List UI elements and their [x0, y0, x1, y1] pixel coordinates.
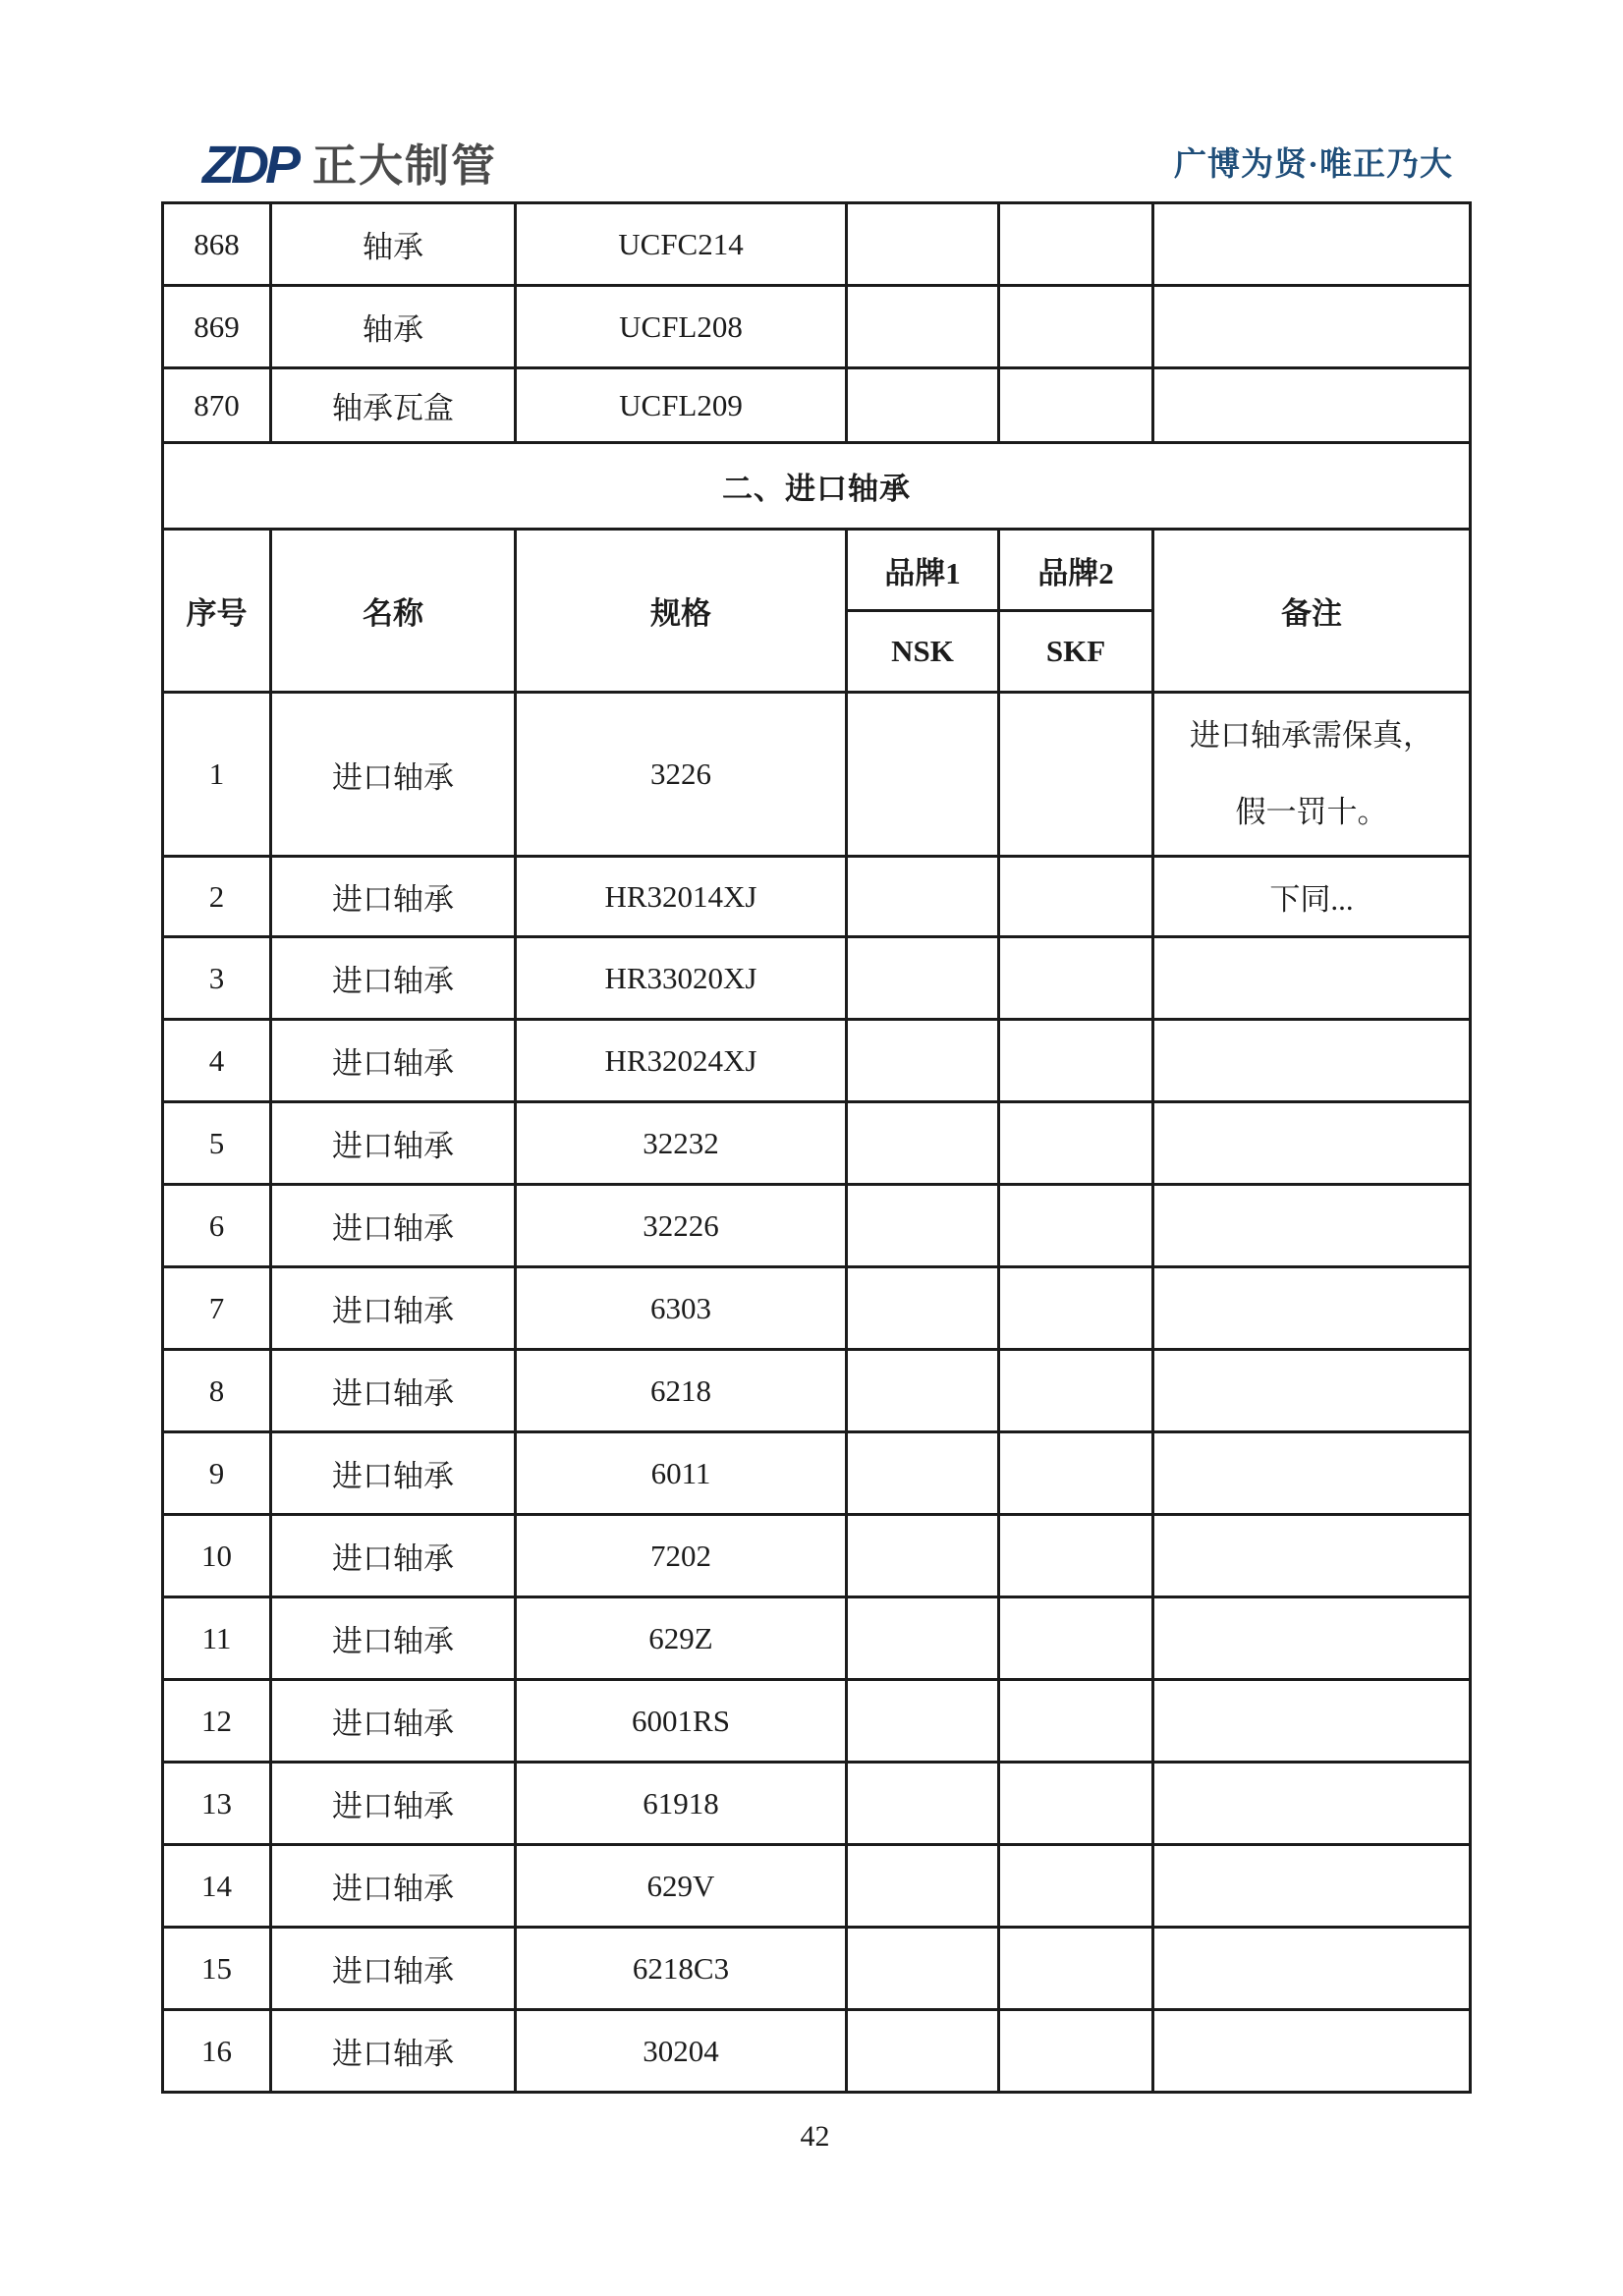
cell-brand1: [847, 1928, 999, 2010]
cell-brand2: [999, 1845, 1153, 1928]
cell-spec: 6218C3: [516, 1928, 847, 2010]
cell-brand2: [999, 1515, 1153, 1597]
cell-spec: 629V: [516, 1845, 847, 1928]
cell-name: 进口轴承: [271, 1432, 516, 1515]
cell-name: 轴承: [271, 203, 516, 286]
cell-brand2: [999, 1680, 1153, 1763]
cell-brand2: [999, 2010, 1153, 2093]
cell-spec: HR32024XJ: [516, 1020, 847, 1102]
cell-spec: HR32014XJ: [516, 857, 847, 937]
cell-name: 进口轴承: [271, 1185, 516, 1267]
cell-brand1: [847, 1515, 999, 1597]
header-no: 序号: [163, 530, 271, 693]
cell-brand1: [847, 1020, 999, 1102]
cell-no: 11: [163, 1597, 271, 1680]
cell-remark: [1153, 1350, 1471, 1432]
cell-remark: [1153, 1763, 1471, 1845]
cell-brand2: [999, 368, 1153, 443]
cell-name: 进口轴承: [271, 1102, 516, 1185]
cell-brand1: [847, 937, 999, 1020]
cell-remark: [1153, 1928, 1471, 2010]
cell-name: 进口轴承: [271, 1267, 516, 1350]
table-row: [163, 1597, 1471, 1680]
table-row: [163, 286, 1471, 368]
cell-no: 15: [163, 1928, 271, 2010]
cell-spec: 6001RS: [516, 1680, 847, 1763]
section-title: 二、进口轴承: [163, 443, 1471, 530]
cell-remark: [1153, 203, 1471, 286]
cell-name: 进口轴承: [271, 693, 516, 857]
cell-remark: [1153, 1845, 1471, 1928]
cell-brand2: [999, 286, 1153, 368]
table-row: [163, 368, 1471, 443]
cell-remark: [1153, 937, 1471, 1020]
cell-remark: [1153, 693, 1471, 857]
logo-company-name: 正大制管: [312, 140, 498, 191]
section-title-row: [163, 443, 1471, 530]
cell-no: 869: [163, 286, 271, 368]
cell-brand2: [999, 693, 1153, 857]
cell-no: 9: [163, 1432, 271, 1515]
cell-spec: 3226: [516, 693, 847, 857]
cell-spec: 6218: [516, 1350, 847, 1432]
cell-remark: [1153, 1185, 1471, 1267]
header-name: 名称: [271, 530, 516, 693]
cell-no: 868: [163, 203, 271, 286]
table-row: [163, 857, 1471, 937]
cell-name: 轴承: [271, 286, 516, 368]
cell-brand1: [847, 368, 999, 443]
cell-no: 12: [163, 1680, 271, 1763]
cell-spec: 629Z: [516, 1597, 847, 1680]
cell-brand2: [999, 1020, 1153, 1102]
table-row: [163, 1350, 1471, 1432]
header-brand2: 品牌2: [999, 530, 1153, 611]
table-row: [163, 1845, 1471, 1928]
cell-no: 13: [163, 1763, 271, 1845]
company-slogan: 广博为贤·唯正乃大: [1173, 146, 1453, 183]
company-logo: [161, 136, 498, 195]
cell-name: 进口轴承: [271, 2010, 516, 2093]
cell-brand2: [999, 1350, 1153, 1432]
cell-no: 7: [163, 1267, 271, 1350]
cell-brand2: [999, 937, 1153, 1020]
cell-name: 进口轴承: [271, 1020, 516, 1102]
header-remark: 备注: [1153, 530, 1471, 693]
cell-no: 3: [163, 937, 271, 1020]
logo-zdp-mark: ZDP: [202, 136, 297, 195]
table-row: [163, 1928, 1471, 2010]
table-row: [163, 1267, 1471, 1350]
cell-brand1: [847, 1267, 999, 1350]
table-header-row: [163, 530, 1471, 611]
cell-brand2: [999, 857, 1153, 937]
cell-brand1: [847, 1102, 999, 1185]
cell-remark: [1153, 1432, 1471, 1515]
remark-line: 进口轴承需保真，: [1190, 718, 1433, 753]
cell-spec: 6303: [516, 1267, 847, 1350]
cell-brand1: [847, 1845, 999, 1928]
cell-name: 轴承瓦盒: [271, 368, 516, 443]
cell-brand2: [999, 1763, 1153, 1845]
cell-remark: [1153, 368, 1471, 443]
table-row: [163, 1020, 1471, 1102]
parts-table: [161, 201, 1472, 2094]
cell-brand2: [999, 1267, 1153, 1350]
cell-no: 870: [163, 368, 271, 443]
cell-brand1: [847, 1763, 999, 1845]
cell-name: 进口轴承: [271, 1680, 516, 1763]
cell-spec: 30204: [516, 2010, 847, 2093]
cell-spec: 6011: [516, 1432, 847, 1515]
cell-remark: [1153, 1515, 1471, 1597]
table-row: [163, 203, 1471, 286]
table-row: [163, 1763, 1471, 1845]
cell-brand2: [999, 1102, 1153, 1185]
remark-lines: [1154, 698, 1469, 851]
cell-no: 1: [163, 693, 271, 857]
cell-remark: [1153, 2010, 1471, 2093]
cell-spec: 32232: [516, 1102, 847, 1185]
cell-remark: [1153, 1597, 1471, 1680]
table-row: [163, 2010, 1471, 2093]
cell-brand2: [999, 1185, 1153, 1267]
cell-brand2: [999, 203, 1153, 286]
cell-name: 进口轴承: [271, 1597, 516, 1680]
cell-remark: [1153, 1020, 1471, 1102]
cell-remark: [1153, 1267, 1471, 1350]
cell-no: 10: [163, 1515, 271, 1597]
table-row: [163, 1515, 1471, 1597]
cell-remark: [1153, 1680, 1471, 1763]
header-brand1-value: NSK: [847, 611, 999, 693]
table-row: [163, 1102, 1471, 1185]
cell-brand2: [999, 1432, 1153, 1515]
cell-no: 14: [163, 1845, 271, 1928]
cell-no: 6: [163, 1185, 271, 1267]
cell-spec: UCFL208: [516, 286, 847, 368]
document-header: [161, 136, 1469, 195]
cell-spec: UCFC214: [516, 203, 847, 286]
cell-spec: UCFL209: [516, 368, 847, 443]
cell-brand2: [999, 1928, 1153, 2010]
table-row: [163, 937, 1471, 1020]
table-row: [163, 1432, 1471, 1515]
cell-brand1: [847, 1597, 999, 1680]
cell-name: 进口轴承: [271, 1350, 516, 1432]
cell-no: 8: [163, 1350, 271, 1432]
cell-no: 16: [163, 2010, 271, 2093]
cell-brand1: [847, 1185, 999, 1267]
cell-name: 进口轴承: [271, 937, 516, 1020]
table-row: [163, 1185, 1471, 1267]
cell-no: 5: [163, 1102, 271, 1185]
page-number: 42: [800, 2120, 830, 2153]
cell-spec: 61918: [516, 1763, 847, 1845]
cell-brand1: [847, 203, 999, 286]
remark-line: 假一罚十。: [1235, 795, 1388, 829]
cell-remark: 下同...: [1153, 857, 1471, 937]
cell-remark: [1153, 286, 1471, 368]
cell-brand2: [999, 1597, 1153, 1680]
cell-spec: 32226: [516, 1185, 847, 1267]
table-row: [163, 693, 1471, 857]
cell-name: 进口轴承: [271, 1928, 516, 2010]
cell-name: 进口轴承: [271, 1845, 516, 1928]
cell-brand1: [847, 1680, 999, 1763]
header-brand1: 品牌1: [847, 530, 999, 611]
cell-brand1: [847, 286, 999, 368]
cell-spec: HR33020XJ: [516, 937, 847, 1020]
cell-name: 进口轴承: [271, 1515, 516, 1597]
cell-brand1: [847, 1350, 999, 1432]
cell-no: 2: [163, 857, 271, 937]
cell-spec: 7202: [516, 1515, 847, 1597]
cell-remark: [1153, 1102, 1471, 1185]
cell-brand1: [847, 857, 999, 937]
cell-name: 进口轴承: [271, 857, 516, 937]
cell-brand1: [847, 1432, 999, 1515]
cell-brand1: [847, 693, 999, 857]
header-brand2-value: SKF: [999, 611, 1153, 693]
header-spec: 规格: [516, 530, 847, 693]
cell-name: 进口轴承: [271, 1763, 516, 1845]
cell-brand1: [847, 2010, 999, 2093]
table-row: [163, 1680, 1471, 1763]
cell-no: 4: [163, 1020, 271, 1102]
